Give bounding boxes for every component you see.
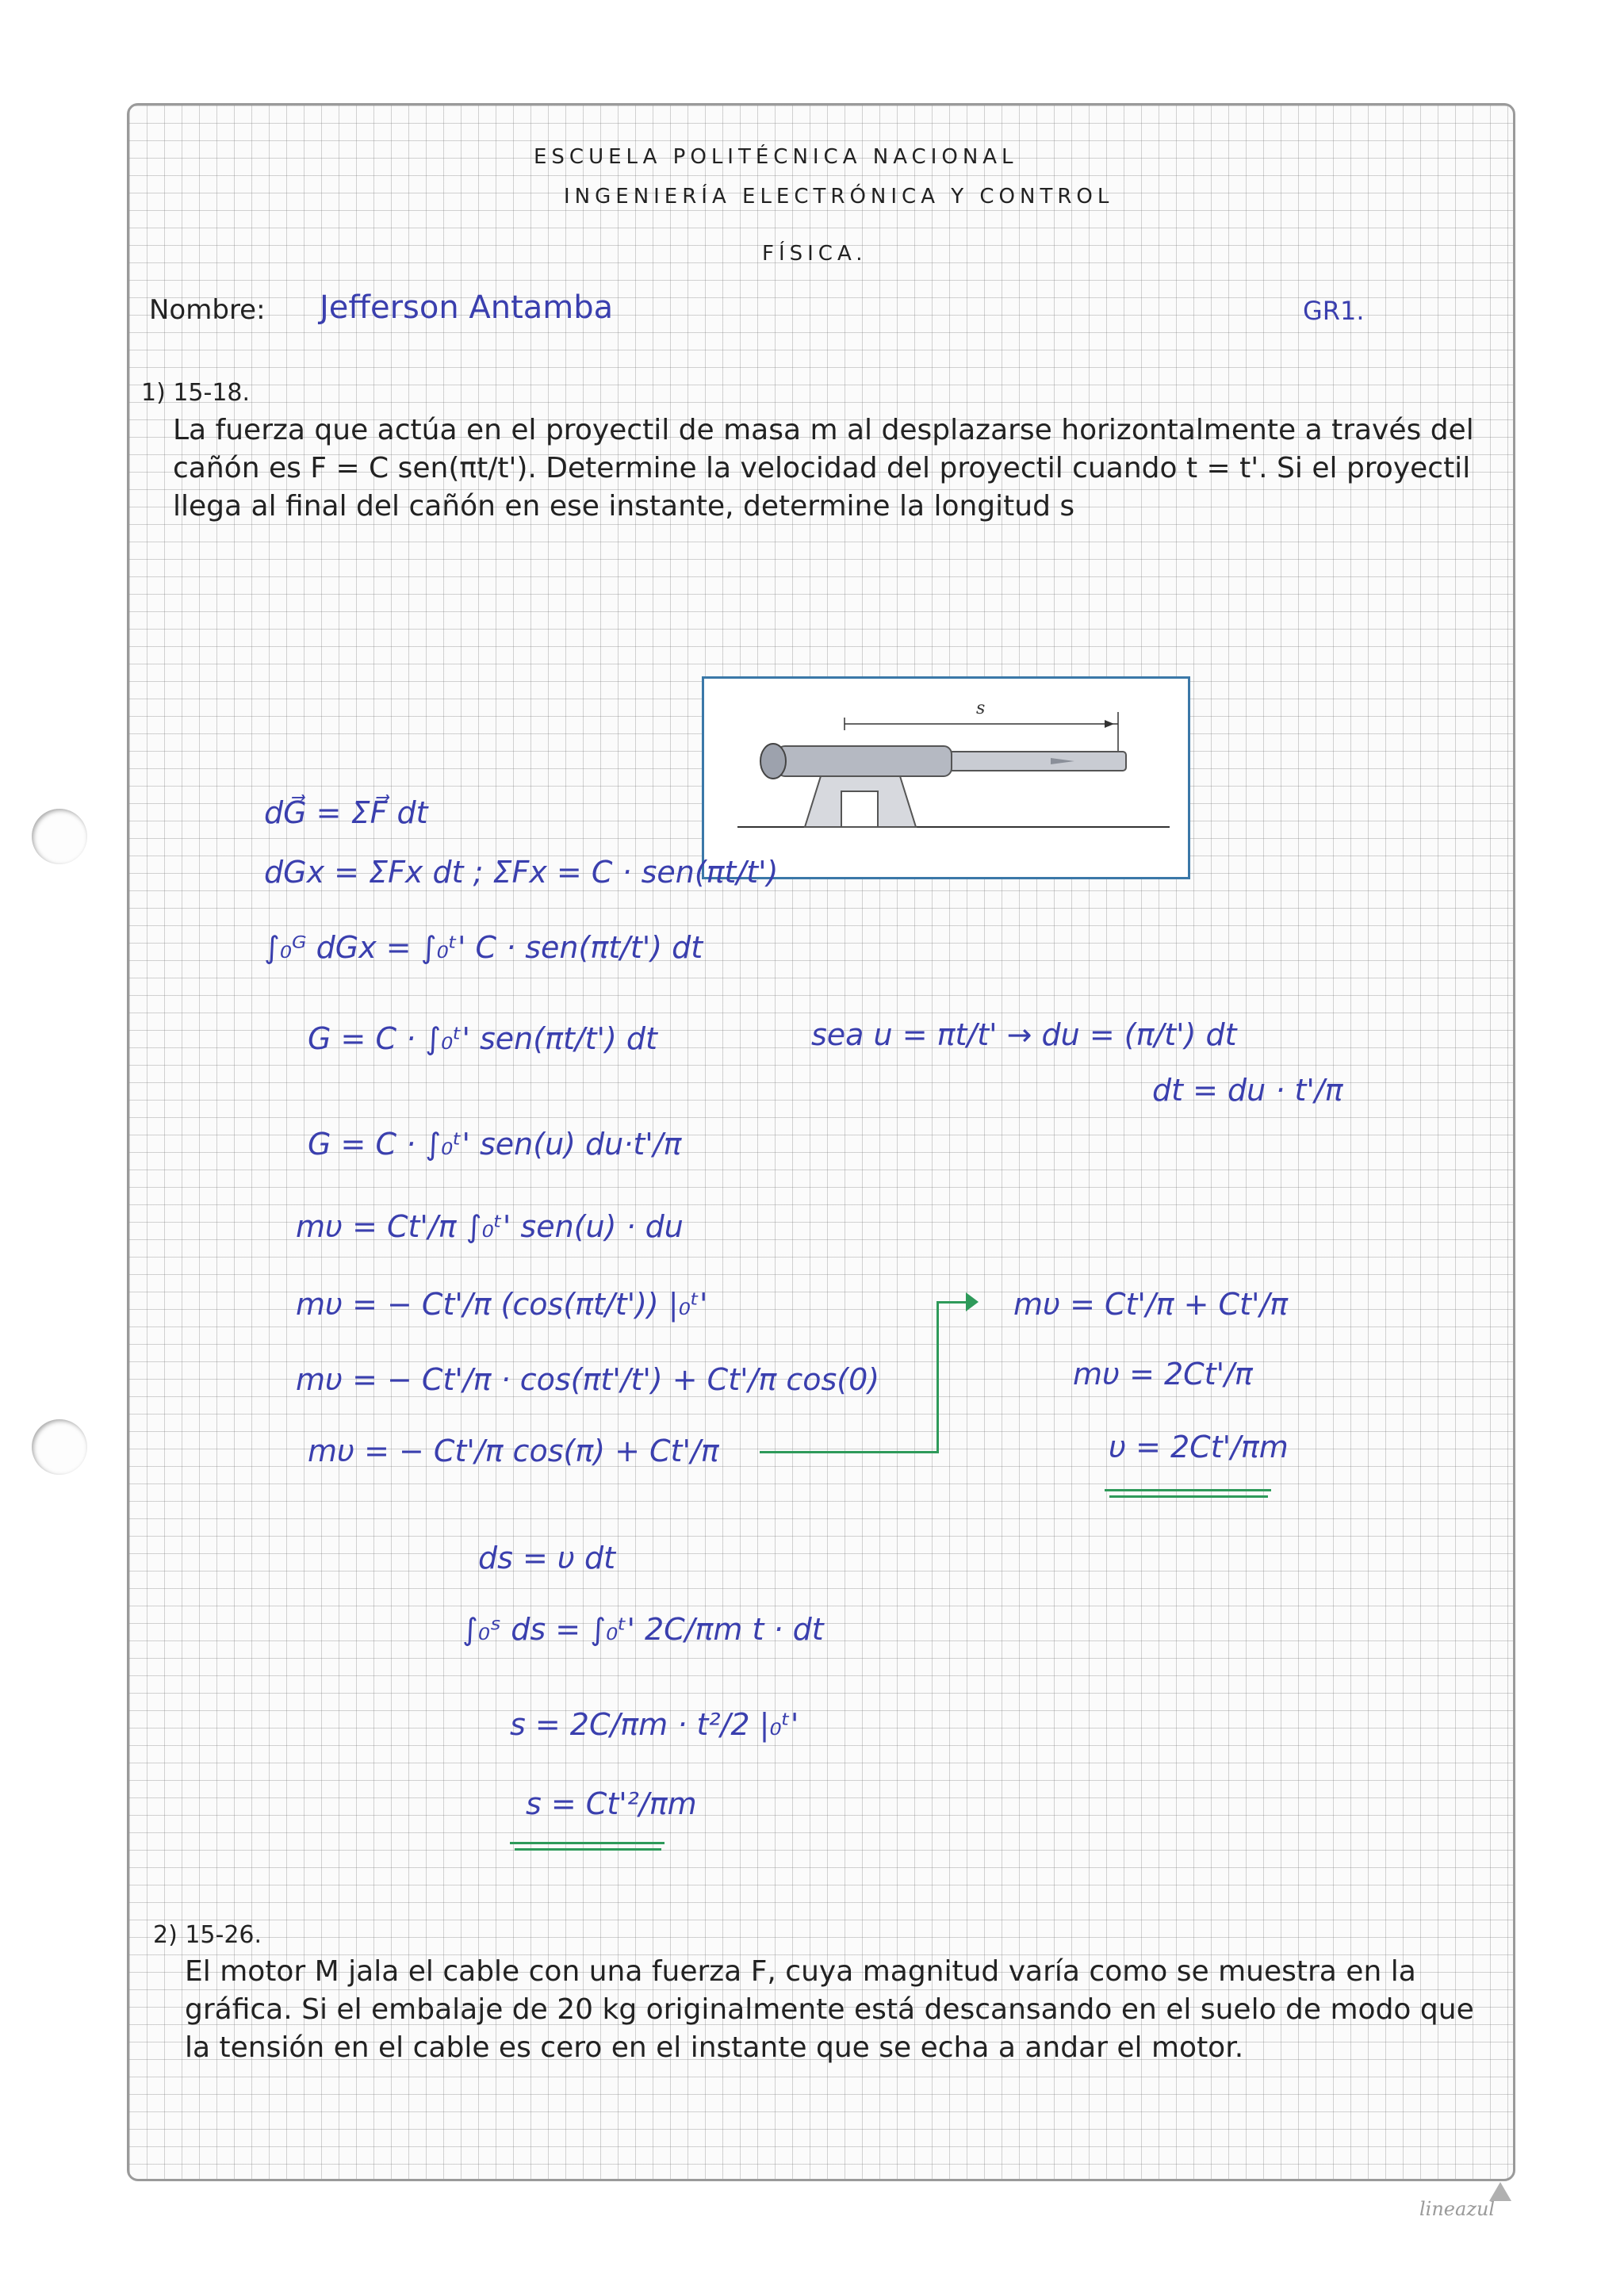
derivation-line-7: mυ = − Ct'/π (cos(πt/t')) |₀ᵗ'	[296, 1287, 708, 1322]
derivation-line-6: mυ = Ct'/π ∫₀ᵗ' sen(u) · du	[296, 1209, 684, 1244]
distance-line-2: ∫₀ˢ ds = ∫₀ᵗ' 2C/πm t · dt	[462, 1612, 824, 1647]
brand-mark-icon	[1489, 2182, 1511, 2201]
student-name: Jefferson Antamba	[320, 289, 614, 326]
substitution-line: sea u = πt/t' → du = (π/t') dt	[811, 1017, 1237, 1052]
cannon-drawing	[702, 676, 1190, 879]
distance-line-1: ds = υ dt	[478, 1541, 616, 1575]
subject-title: FÍSICA.	[762, 242, 868, 266]
derivation-line-2: dGx = ΣFx dt ; ΣFx = C · sen(πt/t')	[264, 855, 779, 890]
derivation-line-9: mυ = − Ct'/π cos(π) + Ct'/π	[308, 1434, 719, 1468]
velocity-underline-1	[1105, 1489, 1271, 1491]
derivation-line-1: dG⃗ = ΣF⃗ dt	[264, 795, 428, 830]
connector-vertical	[936, 1301, 939, 1453]
name-label: Nombre:	[149, 294, 266, 326]
distance-line-3: s = 2C/πm · t²/2 |₀ᵗ'	[510, 1707, 799, 1742]
grid-paper-sheet	[127, 103, 1515, 2181]
punch-hole-bottom	[32, 1419, 87, 1475]
figure-label-s: s	[976, 699, 986, 718]
result-line-2: mυ = 2Ct'/π	[1073, 1357, 1253, 1392]
derivation-line-5: G = C · ∫₀ᵗ' sen(u) du·t'/π	[308, 1127, 682, 1162]
problem1-statement: La fuerza que actúa en el proyectil de masa m al desplazarse horizontalmente a través del cañón es F = C sen(πt/t'). Determine la velocidad del proyectil cuando t = t'. Si el proyectil llega al final del cañón en ese instante, determine la longitud s	[173, 414, 1474, 523]
problem2-number: 2) 15-26.	[153, 1921, 262, 1949]
connector-horizontal	[760, 1451, 938, 1453]
velocity-underline-2	[1109, 1495, 1268, 1498]
group-code: GR1.	[1303, 296, 1365, 326]
velocity-result: υ = 2Ct'/πm	[1109, 1430, 1289, 1464]
derivation-line-3: ∫₀ᴳ dGx = ∫₀ᵗ' C · sen(πt/t') dt	[264, 930, 703, 965]
derivation-line-8: mυ = − Ct'/π · cos(πt'/t') + Ct'/π cos(0)	[296, 1362, 880, 1397]
distance-underline-2	[515, 1848, 661, 1851]
result-line-1: mυ = Ct'/π + Ct'/π	[1013, 1287, 1289, 1322]
problem1-number: 1) 15-18.	[141, 379, 251, 407]
problem2-statement: El motor M jala el cable con una fuerza F, cuya magnitud varía como se muestra en la gráfica. Si el embalaje de 20 kg originalmente está descansando en el suelo de modo que la tensión en el cable es cero en el instante que se echa a andar el motor.	[185, 1955, 1474, 2064]
substitution-dt-line: dt = du · t'/π	[1152, 1073, 1343, 1108]
distance-result: s = Ct'²/πm	[526, 1786, 697, 1821]
punch-hole-top	[32, 809, 87, 864]
distance-underline-1	[510, 1842, 665, 1844]
arrow-head-icon	[966, 1292, 979, 1311]
school-name: ESCUELA POLITÉCNICA NACIONAL	[534, 145, 1018, 169]
brand-logo: lineazul	[1419, 2198, 1496, 2220]
derivation-line-4: G = C · ∫₀ᵗ' sen(πt/t') dt	[308, 1021, 657, 1056]
career-name: INGENIERÍA ELECTRÓNICA Y CONTROL	[564, 185, 1114, 209]
